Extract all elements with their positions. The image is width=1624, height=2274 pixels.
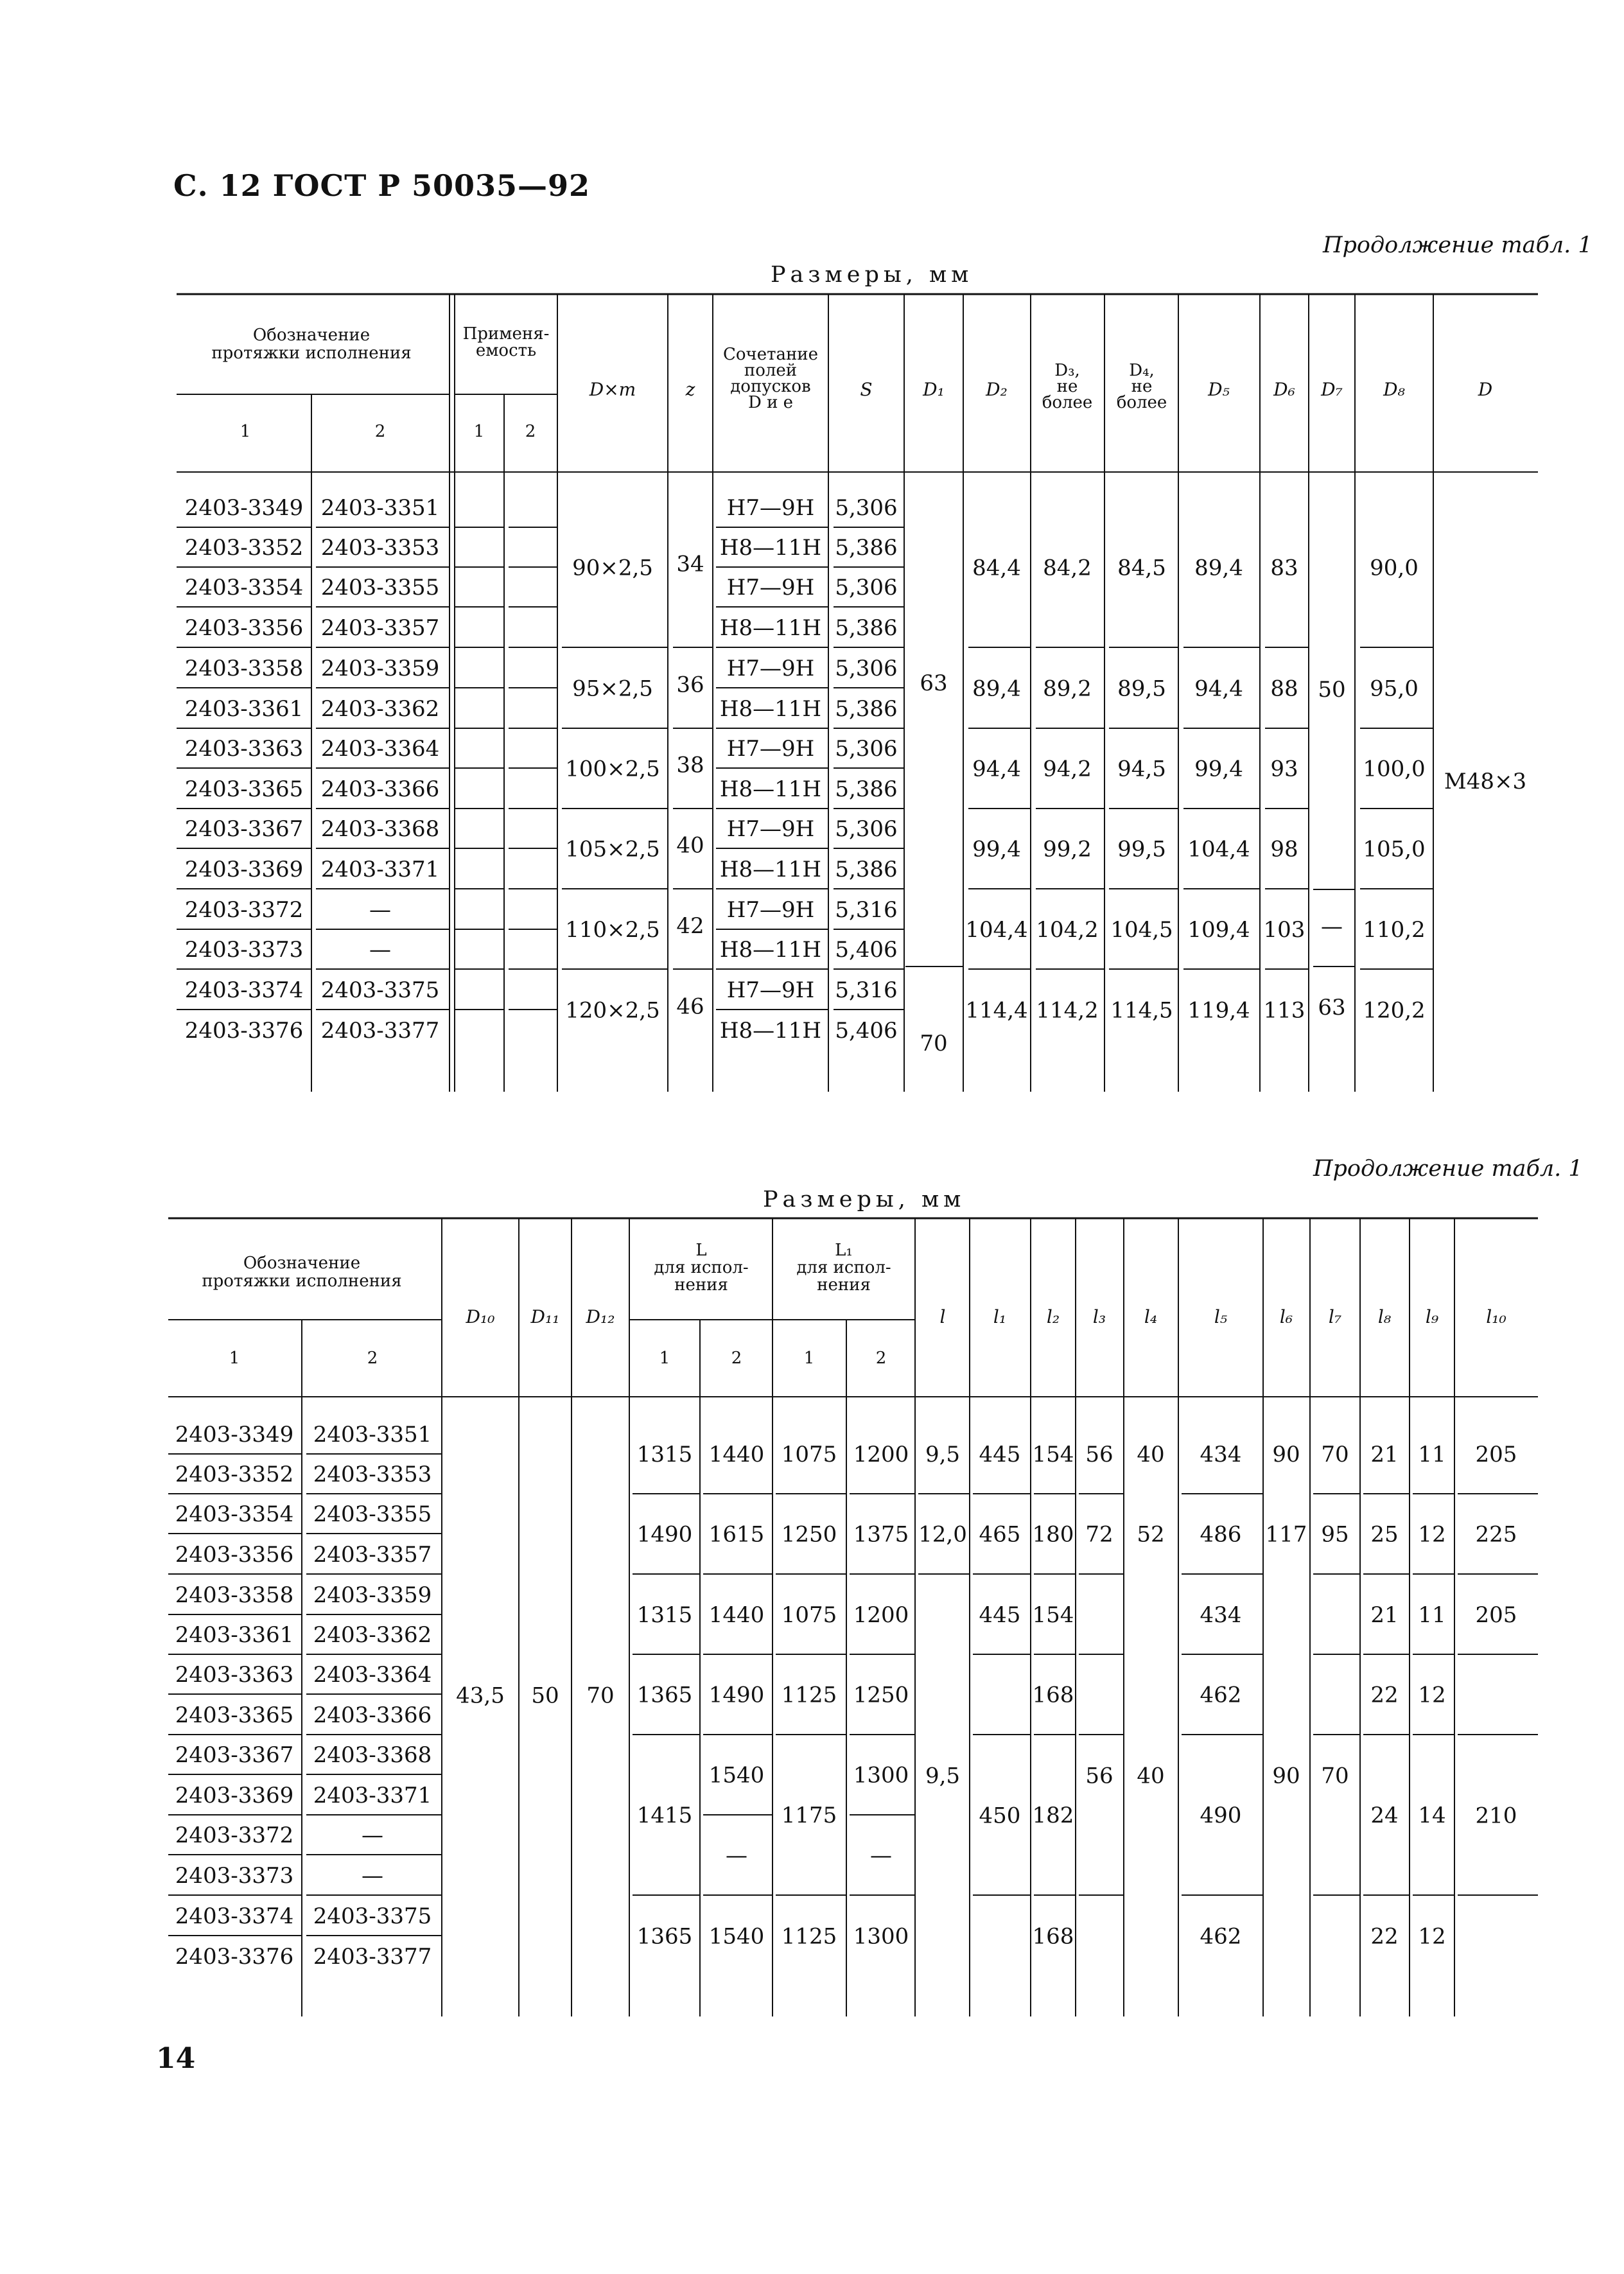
table1-header-applicability: емость (475, 341, 537, 360)
table2-cell-l: 9,5 (925, 1442, 961, 1467)
table2-cell-exec2: 2403-3368 (313, 1742, 432, 1768)
table2-cell-L1-2: — (870, 1842, 892, 1869)
table1-header-d: D (1478, 379, 1493, 400)
table2-cell-exec1: 2403-3349 (175, 1422, 294, 1447)
table2-cell-L1-2: 1200 (853, 1602, 909, 1628)
table1-cell-d: M48×3 (1444, 769, 1527, 794)
table2-cell-L1-1: 1175 (781, 1803, 837, 1828)
table2-units-label: Размеры, мм (763, 1187, 966, 1212)
table1-cell-exec1: 2403-3354 (184, 575, 304, 600)
table2-cell-L-2: 1440 (708, 1602, 765, 1628)
table2-cell-L1-2: 1300 (853, 1923, 909, 1950)
table1-cell-s: 5,406 (835, 937, 898, 963)
table1-cell-d5: 104,4 (1187, 836, 1250, 862)
table1-cell-exec2: 2403-3371 (320, 857, 440, 882)
table2-cell-L-2: 1615 (708, 1521, 765, 1548)
table2-cell-exec2: 2403-3357 (313, 1542, 432, 1568)
table2-cell-L1-1: 1075 (781, 1602, 837, 1628)
table2-cell-L1: 1315 (636, 1602, 693, 1628)
table2-cell-l9: 12 (1418, 1923, 1446, 1950)
table2-cell-d11: 50 (531, 1683, 559, 1709)
table1-cell-exec1: 2403-3361 (184, 696, 304, 722)
table2-cell-exec1: 2403-3372 (175, 1823, 294, 1848)
table1-cell-fits: H7—9H (726, 575, 815, 600)
table1-cell-d6: 83 (1270, 555, 1298, 581)
table2-header-L1-1: 1 (803, 1349, 815, 1368)
table2-cell-l5: 434 (1200, 1442, 1242, 1467)
table2-cell-l10: 205 (1475, 1602, 1517, 1628)
table1-header-s: S (860, 379, 873, 400)
table1-cell-s: 5,386 (835, 535, 898, 561)
table1-cell-exec2: — (369, 937, 391, 963)
table2-cell-l2: 180 (1032, 1521, 1074, 1548)
table2-cell-L-2: — (726, 1842, 747, 1869)
table1-cell-s: 5,386 (835, 857, 898, 882)
table1-header-exec2: 2 (374, 422, 386, 441)
table1-header-applic1: 1 (473, 422, 485, 441)
table1-cell-d2: 104,4 (965, 917, 1028, 943)
table2-header-l1: l₁ (993, 1306, 1007, 1327)
table1-cell-fits: H7—9H (726, 977, 815, 1003)
table1-cell-d3: 114,2 (1036, 997, 1099, 1024)
table1-cell-d1: 70 (920, 1031, 948, 1056)
table1-cell-s: 5,316 (835, 977, 898, 1003)
table1-cell-d2: 94,4 (972, 756, 1021, 782)
table1-header-d1: D₁ (923, 379, 945, 400)
table1-header-designation: Обозначение (252, 326, 371, 345)
table1-cell-exec2: — (369, 897, 391, 923)
table1-continuation-label: Продолжение табл. 1 (1323, 232, 1593, 258)
table2-cell-l8: 24 (1370, 1803, 1399, 1828)
table1-cell-dxm: 95×2,5 (572, 676, 653, 702)
table2-cell-exec2: 2403-3351 (313, 1422, 432, 1447)
table2-cell-exec2: 2403-3371 (313, 1783, 432, 1808)
table2-cell-l7: 70 (1321, 1442, 1349, 1467)
table2-cell-L1: 1490 (636, 1521, 693, 1548)
table2-cell-l2: 154 (1032, 1602, 1074, 1628)
table1-header-fits: допусков (730, 377, 811, 396)
table1-cell-exec1: 2403-3367 (184, 816, 304, 842)
table1-cell-exec1: 2403-3376 (184, 1018, 304, 1044)
table2-cell-exec1: 2403-3373 (175, 1863, 294, 1889)
table2-cell-exec1: 2403-3367 (175, 1742, 294, 1768)
table2-header-L: L (695, 1241, 707, 1260)
table2-cell-exec1: 2403-3363 (175, 1662, 294, 1688)
table1-cell-s: 5,316 (835, 897, 898, 923)
table1-header-d3: более (1042, 393, 1093, 412)
table1-cell-fits: H8—11H (719, 937, 822, 963)
table1-cell-d2: 114,4 (965, 997, 1028, 1024)
table2-cell-exec2: — (362, 1863, 383, 1889)
table1-header-d4: D₄, (1129, 361, 1155, 380)
table2-cell-L1: 1415 (636, 1803, 693, 1828)
table2-cell-l6: 117 (1265, 1521, 1307, 1548)
page-number: 14 (156, 2042, 196, 2075)
table2-header-L-2: 2 (731, 1349, 742, 1368)
table1-cell-dxm: 90×2,5 (572, 555, 653, 581)
table2-header-d11: D₁₁ (530, 1306, 560, 1327)
table1-cell-s: 5,386 (835, 615, 898, 641)
table1-cell-exec1: 2403-3356 (184, 615, 304, 641)
table1-cell-d7: 50 (1318, 677, 1346, 703)
table2-cell-l8: 22 (1370, 1923, 1399, 1950)
table1-cell-d8: 110,2 (1363, 917, 1426, 943)
table1-cell-d8: 100,0 (1363, 756, 1426, 782)
table1-cell-d2: 84,4 (972, 555, 1021, 581)
table2-header-exec2: 2 (367, 1349, 378, 1368)
table2-cell-l8: 25 (1370, 1521, 1399, 1548)
table1-cell-d6: 88 (1270, 676, 1298, 702)
table1-cell-s: 5,406 (835, 1018, 898, 1044)
table1-cell-d3: 84,2 (1043, 555, 1092, 581)
table1-cell-exec2: 2403-3353 (320, 535, 440, 561)
table1-cell-s: 5,386 (835, 696, 898, 722)
table1-header-fits: Сочетание (722, 345, 819, 364)
table1-cell-dxm: 100×2,5 (565, 756, 660, 782)
table1-header-exec1: 1 (240, 422, 251, 441)
table1-cell-d3: 94,2 (1043, 756, 1092, 782)
table2-header-l2: l₂ (1046, 1306, 1060, 1327)
table1-cell-fits: H7—9H (726, 736, 815, 762)
table2-header-l3: l₃ (1092, 1306, 1106, 1327)
table2-cell-l6: 90 (1272, 1763, 1300, 1789)
table2-cell-l7: 95 (1321, 1521, 1349, 1548)
table2-cell-L1-1: 1125 (781, 1682, 837, 1708)
table2-cell-exec2: 2403-3364 (313, 1662, 432, 1688)
table2-cell-l9: 14 (1418, 1803, 1446, 1828)
table1-cell-d4: 94,5 (1117, 756, 1166, 782)
table2-cell-l8: 22 (1370, 1682, 1399, 1708)
table2-cell-l3: 56 (1085, 1763, 1113, 1789)
table2-cell-l9: 12 (1418, 1521, 1446, 1548)
table1-header-designation: протяжки исполнения (211, 344, 412, 363)
table1-cell-s: 5,306 (835, 816, 898, 842)
table1-cell-exec2: 2403-3377 (320, 1018, 440, 1044)
table1-cell-s: 5,386 (835, 776, 898, 802)
table2-cell-l5: 462 (1200, 1682, 1242, 1708)
table1-cell-d6: 98 (1270, 836, 1298, 862)
table2-cell-l5: 486 (1200, 1521, 1242, 1548)
table2-cell-exec2: 2403-3362 (313, 1622, 432, 1648)
table2-cell-exec2: — (362, 1823, 383, 1848)
table2-header-designation: Обозначение (243, 1254, 361, 1273)
table2-cell-l10: 205 (1475, 1442, 1517, 1467)
table2-header-l9: l₉ (1425, 1306, 1439, 1327)
table2-header-d12: D₁₂ (586, 1306, 615, 1327)
table1-cell-fits: H8—11H (719, 857, 822, 882)
table2-cell-l1: 450 (979, 1803, 1021, 1829)
table1-header-d4: более (1116, 393, 1167, 412)
table2-header-L-1: 1 (659, 1349, 670, 1368)
table2-cell-l1: 465 (979, 1521, 1021, 1548)
table2-cell-exec1: 2403-3354 (175, 1501, 294, 1527)
table1-header-d2: D₂ (986, 379, 1008, 400)
table1-cell-d8: 95,0 (1370, 676, 1419, 702)
table2-header-exec1: 1 (229, 1349, 240, 1368)
table2-cell-exec1: 2403-3374 (175, 1903, 294, 1929)
table2-cell-d10: 43,5 (456, 1683, 505, 1709)
table2-cell-exec1: 2403-3358 (175, 1582, 294, 1608)
table1-cell-s: 5,306 (835, 656, 898, 681)
table1-cell-exec1: 2403-3374 (184, 977, 304, 1003)
table1-cell-d8: 105,0 (1363, 836, 1426, 862)
table2-cell-L1: 1315 (636, 1442, 693, 1467)
table1-header-d3: D₃, (1054, 361, 1080, 380)
table1-cell-d4: 89,5 (1117, 676, 1166, 702)
table2-header-L1: для испол- (796, 1258, 891, 1277)
table1-cell-exec1: 2403-3349 (184, 495, 304, 521)
table2-cell-exec1: 2403-3361 (175, 1622, 294, 1648)
table2-cell-l2: 154 (1032, 1442, 1074, 1467)
table1-cell-d3: 89,2 (1043, 676, 1092, 702)
table1-cell-d4: 114,5 (1110, 997, 1173, 1024)
table1-cell-d5: 99,4 (1194, 756, 1243, 782)
table1-cell-exec2: 2403-3351 (320, 495, 440, 521)
table1-cell-dxm: 105×2,5 (565, 836, 660, 862)
table2-cell-L1-2: 1250 (853, 1682, 909, 1708)
table1-cell-z: 34 (676, 551, 704, 577)
table1-cell-d5: 94,4 (1194, 676, 1243, 702)
table1-cell-d5: 119,4 (1187, 997, 1250, 1024)
table1-cell-z: 40 (676, 832, 704, 859)
table1-cell-s: 5,306 (835, 736, 898, 762)
table2-cell-L1: 1365 (636, 1682, 693, 1708)
table1-header-d4: не (1131, 377, 1153, 396)
table1-cell-d4: 84,5 (1117, 555, 1166, 581)
table1-cell-exec1: 2403-3373 (184, 937, 304, 963)
table2-cell-l3: 72 (1085, 1521, 1113, 1548)
table2-header-l: l (939, 1306, 946, 1327)
table2-cell-l3: 56 (1085, 1442, 1113, 1467)
table2-header-L1: нения (817, 1275, 871, 1295)
table2-cell-exec2: 2403-3377 (313, 1944, 432, 1970)
table1-cell-d8: 90,0 (1370, 555, 1419, 581)
table1-cell-dxm: 120×2,5 (565, 997, 660, 1024)
table2-header-L: нения (674, 1275, 728, 1295)
table2-cell-exec2: 2403-3355 (313, 1501, 432, 1527)
table2-cell-d12: 70 (586, 1683, 615, 1709)
table2-cell-L1: 1365 (636, 1923, 693, 1950)
table1-cell-z: 38 (676, 752, 704, 778)
table2-header-l7: l₇ (1328, 1306, 1342, 1327)
table2-cell-l8: 21 (1370, 1602, 1399, 1628)
table2-cell-exec1: 2403-3365 (175, 1702, 294, 1728)
table1-header-d6: D₆ (1273, 379, 1295, 400)
table1-header-z: z (685, 379, 695, 400)
table1-cell-fits: H7—9H (726, 495, 815, 521)
table2-cell-l2: 182 (1032, 1803, 1074, 1828)
table1-cell-d2: 89,4 (972, 676, 1021, 702)
table1-units-label: Размеры, мм (771, 262, 974, 288)
table1-cell-d4: 104,5 (1110, 917, 1173, 943)
table2-header-L1-2: 2 (875, 1349, 887, 1368)
table1-cell-fits: H8—11H (719, 696, 822, 722)
table2-cell-l1: 445 (979, 1442, 1021, 1467)
table1-cell-fits: H7—9H (726, 897, 815, 923)
table2-cell-L-2: 1440 (708, 1442, 765, 1467)
table2-header-L1: L₁ (835, 1241, 853, 1260)
table2-cell-l5: 490 (1200, 1803, 1242, 1828)
table1-cell-z: 36 (676, 672, 704, 698)
table1-cell-z: 42 (676, 913, 704, 939)
table2-cell-L1-1: 1075 (781, 1442, 837, 1467)
table2-header-l5: l₅ (1214, 1306, 1228, 1327)
table1-cell-fits: H8—11H (719, 776, 822, 802)
table2-header-d10: D₁₀ (466, 1306, 495, 1327)
table1-cell-dxm: 110×2,5 (565, 917, 660, 943)
table1-cell-exec2: 2403-3366 (320, 776, 440, 802)
table2-cell-l10: 210 (1475, 1803, 1517, 1829)
table2-cell-L-2: 1540 (708, 1762, 765, 1789)
table2-cell-exec2: 2403-3366 (313, 1702, 432, 1728)
table2-cell-l4: 40 (1137, 1442, 1165, 1467)
table1-cell-s: 5,306 (835, 495, 898, 521)
table2-cell-l9: 11 (1418, 1602, 1446, 1628)
table2-cell-exec1: 2403-3376 (175, 1944, 294, 1970)
table1-cell-d7: 63 (1318, 995, 1346, 1020)
table1-cell-exec1: 2403-3352 (184, 535, 304, 561)
table2-header-l4: l₄ (1144, 1306, 1158, 1327)
table1-header-d8: D₈ (1383, 379, 1405, 400)
table1-cell-d5: 89,4 (1194, 555, 1243, 581)
table2-cell-L1-2: 1375 (853, 1521, 909, 1548)
table2-cell-l2: 168 (1032, 1923, 1074, 1950)
table1-cell-d2: 99,4 (972, 836, 1021, 862)
table2-cell-l5: 434 (1200, 1602, 1242, 1628)
table1-cell-exec1: 2403-3358 (184, 656, 304, 681)
table1-cell-exec2: 2403-3368 (320, 816, 440, 842)
table1-cell-d6: 103 (1263, 917, 1305, 943)
table2-cell-l9: 11 (1418, 1442, 1446, 1467)
table1-cell-exec1: 2403-3372 (184, 897, 304, 923)
table2-cell-l9: 12 (1418, 1682, 1446, 1708)
table2-cell-l7: 70 (1321, 1763, 1349, 1789)
table1-cell-exec2: 2403-3362 (320, 696, 440, 722)
table1-cell-d3: 99,2 (1043, 836, 1092, 862)
table1-cell-fits: H8—11H (719, 615, 822, 641)
table2-cell-l4: 40 (1137, 1763, 1165, 1789)
table1-cell-fits: H8—11H (719, 535, 822, 561)
table2-cell-l4: 52 (1137, 1521, 1165, 1548)
table1-cell-d4: 99,5 (1117, 836, 1166, 862)
table2-cell-l: 9,5 (925, 1763, 961, 1789)
table2-cell-L1-2: 1300 (853, 1762, 909, 1789)
table2-header-L: для испол- (654, 1258, 749, 1277)
table2-cell-exec1: 2403-3352 (175, 1462, 294, 1487)
table1-header-applic2: 2 (525, 422, 536, 441)
table2-cell-L1-2: 1200 (853, 1442, 909, 1467)
table1-cell-d7: — (1321, 914, 1343, 940)
table2-cell-l: 12,0 (918, 1521, 967, 1548)
table2-cell-exec2: 2403-3359 (313, 1582, 432, 1608)
table1-cell-fits: H7—9H (726, 816, 815, 842)
table2-header-l10: l₁₀ (1486, 1306, 1506, 1327)
table2-header-l6: l₆ (1279, 1306, 1293, 1327)
table2-continuation-label: Продолжение табл. 1 (1313, 1156, 1583, 1182)
table1-cell-exec2: 2403-3375 (320, 977, 440, 1003)
table1-cell-fits: H8—11H (719, 1018, 822, 1044)
table1-cell-exec1: 2403-3369 (184, 857, 304, 882)
table2-header-l8: l₈ (1377, 1306, 1392, 1327)
table1-header-applicability: Применя- (462, 324, 550, 344)
table1-cell-exec2: 2403-3355 (320, 575, 440, 600)
table2-header-designation: протяжки исполнения (202, 1272, 402, 1291)
table2-cell-l6: 90 (1272, 1442, 1300, 1467)
table1-cell-exec2: 2403-3357 (320, 615, 440, 641)
table1-cell-d3: 104,2 (1036, 917, 1099, 943)
table2-cell-exec2: 2403-3375 (313, 1903, 432, 1929)
table2-cell-exec1: 2403-3356 (175, 1542, 294, 1568)
table2-cell-L1-1: 1250 (781, 1521, 837, 1548)
table1-cell-z: 46 (676, 993, 704, 1020)
table1-cell-exec2: 2403-3359 (320, 656, 440, 681)
table1-cell-exec1: 2403-3365 (184, 776, 304, 802)
table2-cell-l5: 462 (1200, 1923, 1242, 1950)
table1-cell-d8: 120,2 (1363, 997, 1426, 1024)
table2-cell-L-2: 1490 (708, 1682, 765, 1708)
table2-cell-l2: 168 (1032, 1682, 1074, 1708)
table1-header-dxm: D×m (589, 379, 636, 400)
table1-cell-d5: 109,4 (1187, 917, 1250, 943)
table1-cell-s: 5,306 (835, 575, 898, 600)
table1-cell-d6: 93 (1270, 756, 1298, 782)
table2-cell-l10: 225 (1475, 1521, 1517, 1548)
table1-cell-d6: 113 (1263, 997, 1305, 1024)
table1-cell-fits: H7—9H (726, 656, 815, 681)
table1-header-fits: полей (744, 361, 798, 380)
table1-header-d7: D₇ (1321, 379, 1343, 400)
table2-cell-exec2: 2403-3353 (313, 1462, 432, 1487)
table2-cell-exec1: 2403-3369 (175, 1783, 294, 1808)
table1-header-d3: не (1056, 377, 1078, 396)
table1-cell-exec2: 2403-3364 (320, 736, 440, 762)
table1-header-d5: D₅ (1208, 379, 1230, 400)
table1-cell-exec1: 2403-3363 (184, 736, 304, 762)
table2-cell-l8: 21 (1370, 1442, 1399, 1467)
table2-cell-l1: 445 (979, 1602, 1021, 1628)
page-header: С. 12 ГОСТ Р 50035—92 (173, 168, 591, 203)
table2-cell-L1-1: 1125 (781, 1923, 837, 1950)
table1-header-fits: D и e (747, 393, 794, 412)
table1-cell-d1: 63 (920, 670, 948, 696)
table2-cell-L-2: 1540 (708, 1923, 765, 1950)
